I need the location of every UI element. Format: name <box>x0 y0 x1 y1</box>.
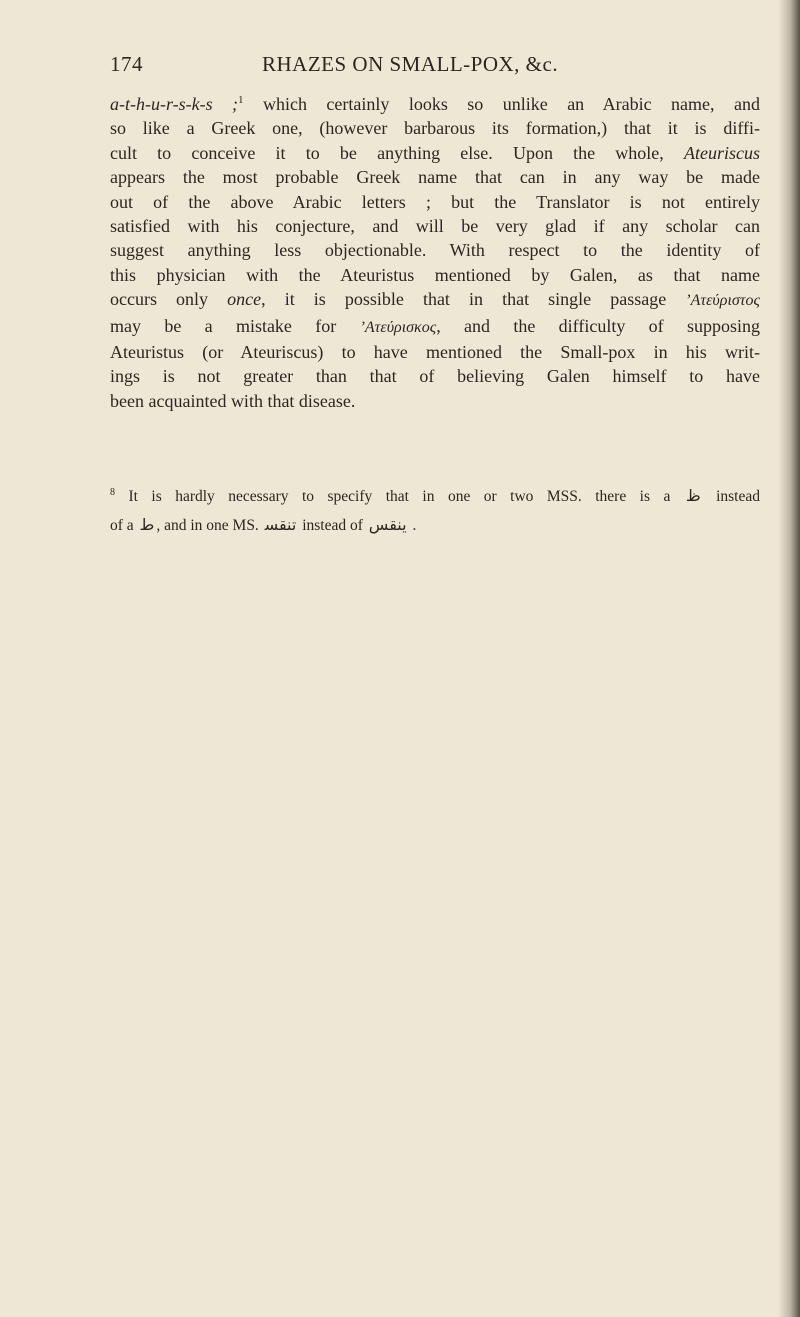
paragraph-line: a-t-h-u-r-s-k-s ;$^1$ which certainly looks so unlike an Arabic name, and <box>110 94 760 114</box>
emphasized-word: once <box>227 289 262 310</box>
footnote-reference: 1 <box>238 94 244 106</box>
page-edge-shadow <box>778 0 800 1317</box>
arabic-word: ﻳﻨﻘﺲ <box>368 515 407 534</box>
paragraph-line: suggest anything less objectionable. With respect to the identity of <box>110 240 760 261</box>
footnote-line: of a ط , and in one MS. ﺗﻨﻘﺴ instead of ﻳﻨﻘﺲ . <box>110 511 760 540</box>
footnote-mark: 8 <box>110 486 115 498</box>
arabic-letter: ظ <box>685 486 701 505</box>
footnote-line: $^8$ It is hardly necessary to specify that in one or two MSS. there is a ظ instead <box>110 482 760 511</box>
paragraph-line: ings is not greater than that of believing Galen himself to have <box>110 366 760 387</box>
body-paragraph <box>110 92 760 413</box>
page-number: 174 <box>110 52 143 76</box>
paragraph-line: satisfied with his conjecture, and will be very glad if any scholar can <box>110 216 760 237</box>
running-head <box>110 52 760 82</box>
paragraph-line: out of the above Arabic letters ; but the Translator is not entirely <box>110 191 760 212</box>
paragraph-line: occurs only once, it is possible that in that single passage ’Ατεύριστος <box>110 289 760 310</box>
emphasized-name: Ateuriscus <box>684 142 760 163</box>
paragraph-line: cult to conceive it to be anything else. Upon the whole, Ateuriscus <box>110 142 760 163</box>
paragraph-line: Ateuristus (or Ateuriscus) to have mentioned the Small-pox in his writ- <box>110 342 760 363</box>
running-head-title: RHAZES ON SMALL-POX, &c. <box>262 52 559 76</box>
footnote <box>110 482 760 540</box>
paragraph-line: appears the most probable Greek name that can in any way be made <box>110 167 760 188</box>
paragraph-line: this physician with the Ateuristus mentioned by Galen, as that name <box>110 264 760 285</box>
paragraph-line: may be a mistake for ’Ατεύρισκος, and the difficulty of supposing <box>110 315 760 336</box>
greek-word: ’Ατεύρισκος <box>359 318 437 336</box>
arabic-word: ﺗﻨﻘﺴ <box>264 515 297 534</box>
paragraph-line: been acquainted with that disease. <box>110 390 356 411</box>
greek-word: ’Ατεύριστος <box>685 292 760 310</box>
paragraph-line: so like a Greek one, (however barbarous its formation,) that it is diffi- <box>110 118 760 139</box>
arabic-letter: ط <box>139 515 155 534</box>
transliteration: a-t-h-u-r-s-k-s ; <box>110 94 239 114</box>
